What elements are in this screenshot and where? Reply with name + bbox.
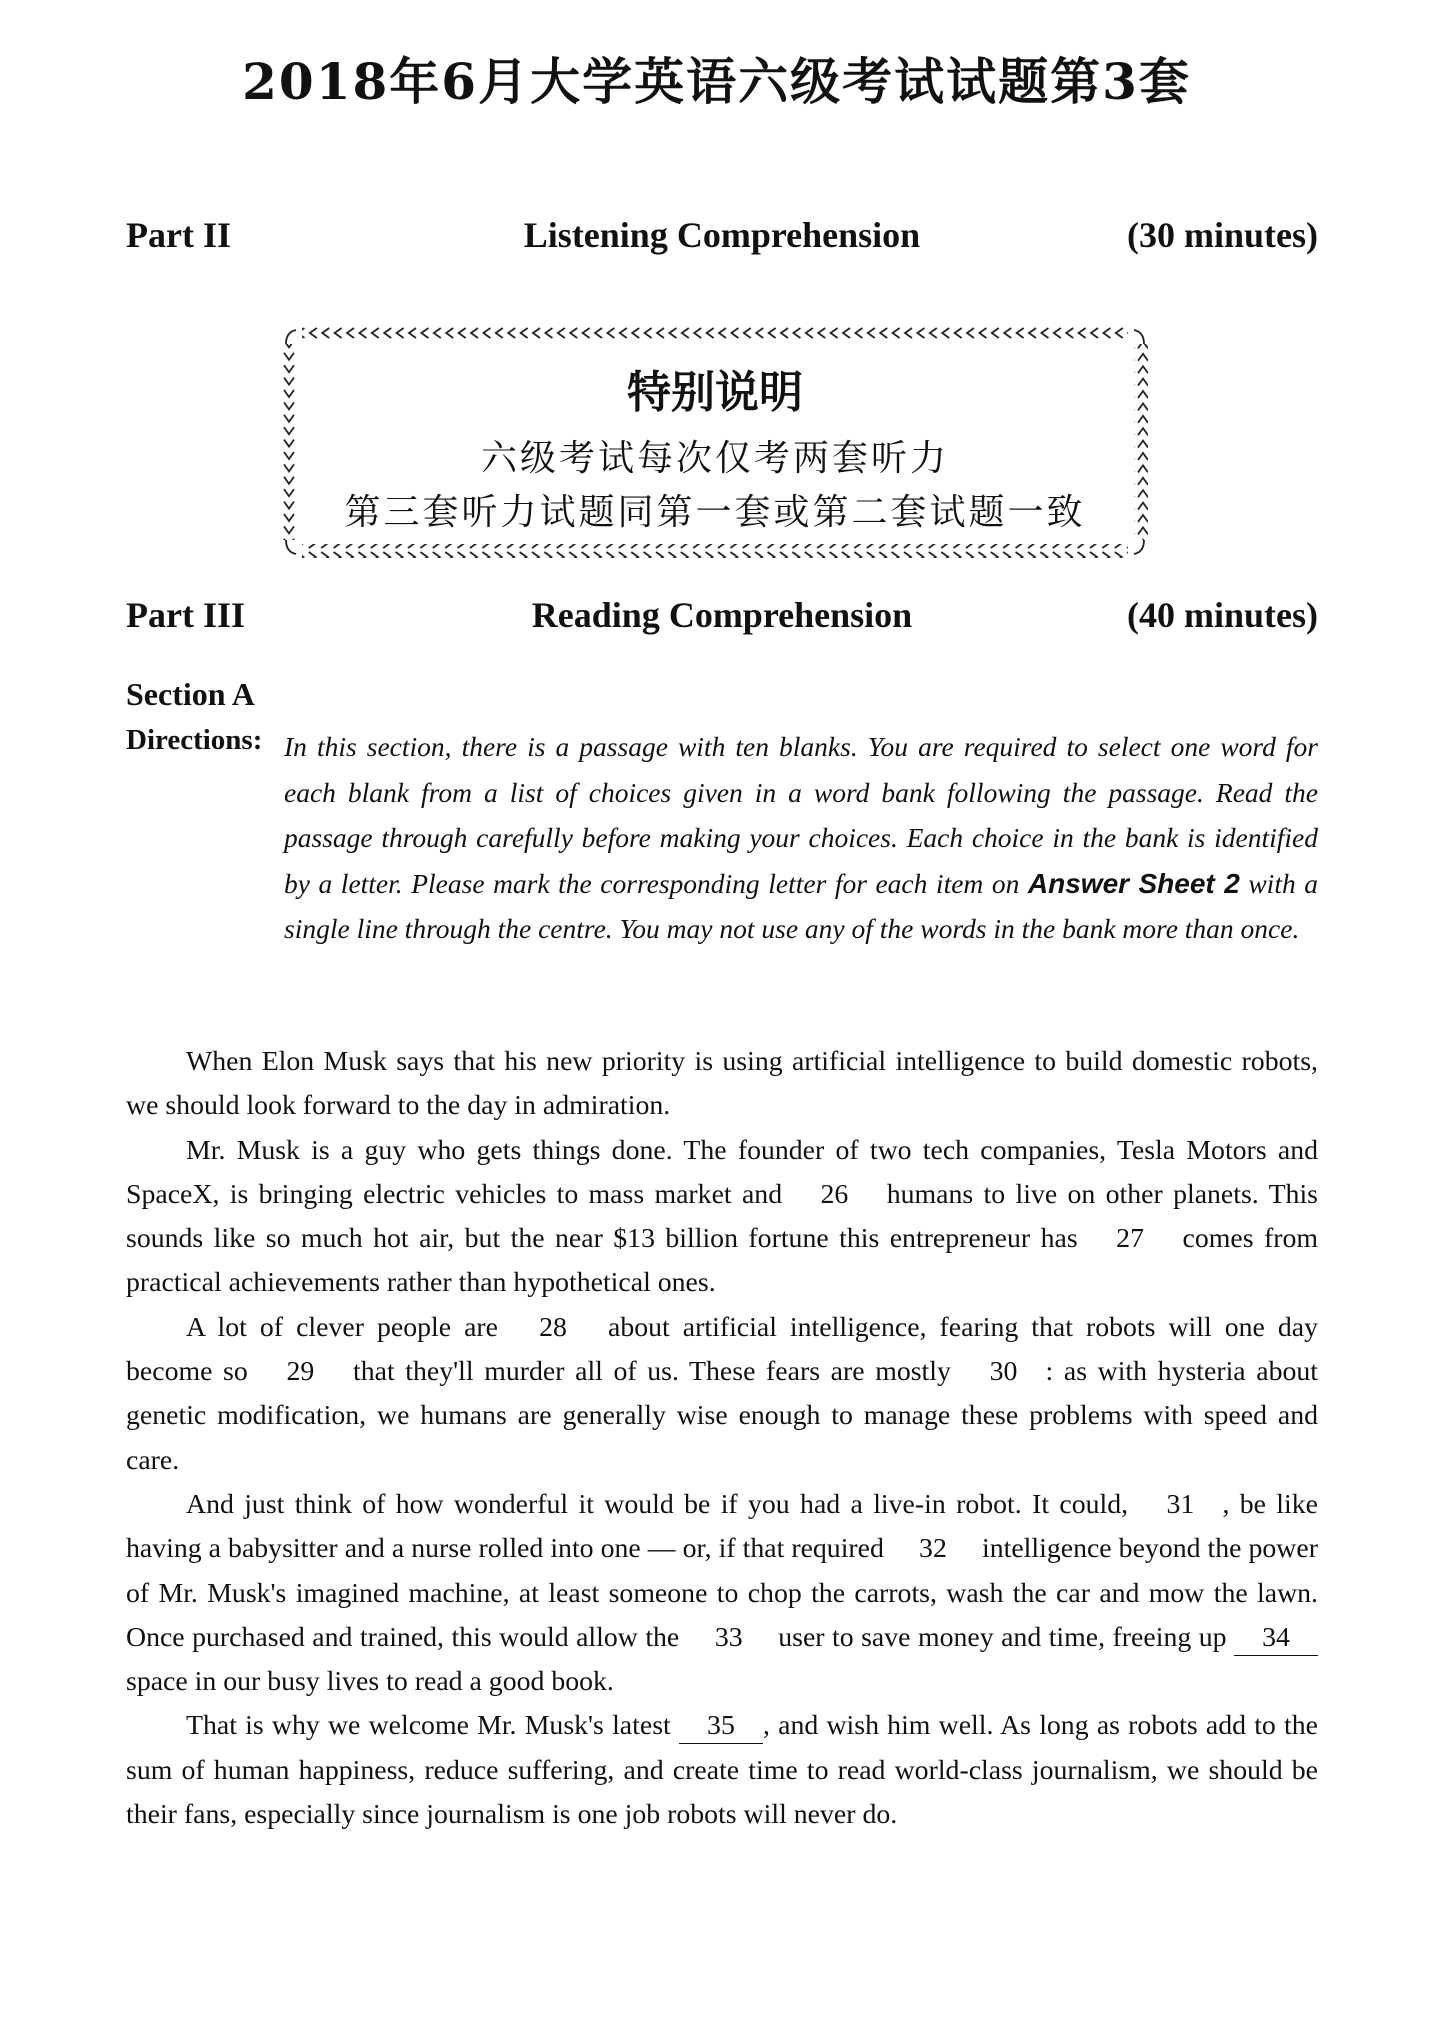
blank-32: 32	[919, 1533, 947, 1565]
text-segment: , be like having a babysitter and a nurse rolled into one — or, if that required	[126, 1488, 1318, 1565]
paragraph	[126, 1704, 1318, 1837]
blank-35: 35	[679, 1709, 763, 1744]
part-ii-header	[126, 214, 1318, 264]
section-heading: Section A	[126, 676, 255, 712]
part-label: Part II	[126, 215, 231, 255]
directions-text-part: In this section, there is a passage with ten blanks. You are required to select one word for each blank from a list of choices given in a word bank following the passage. Read the passage through carefully before making your choices. Each choice in the bank is identified by a letter. Please mark the corresponding letter for each item on	[284, 731, 1318, 899]
blank-30: 30	[989, 1356, 1018, 1388]
text-segment: that they'll murder all of us. These fears are mostly	[342, 1356, 962, 1388]
notice-title: 特别说明	[627, 367, 803, 418]
blank-31: 31	[1166, 1488, 1195, 1520]
paragraph	[126, 1483, 1318, 1704]
text-segment: intelligence beyond the power of Mr. Musk's imagined machine, at least someone to chop the carrots, wash the car and mow the lawn. Once purchased and trained, this would allow the	[126, 1533, 1318, 1653]
paragraph	[126, 1306, 1318, 1483]
text-segment: That is why we welcome Mr. Musk's latest	[186, 1710, 679, 1742]
part-name: Listening Comprehension	[523, 215, 921, 255]
paragraph-text: When Elon Musk says that his new priority is using artificial intelligence to build domestic robots, we should look forward to the day in admiration.	[126, 1046, 1318, 1122]
passage	[126, 1040, 1318, 1837]
blank-29: 29	[286, 1356, 315, 1388]
part-label: Part III	[126, 595, 245, 635]
part-iii-header	[126, 594, 1318, 644]
directions-text-part: with a single line through the centre. You may not use any of the words in the bank more than once.	[284, 867, 1319, 944]
text-segment: , and wish him well. As long as robots add to the sum of human happiness, reduce suffering, and create time to read world-class journalism, we should be their fans, especially since journalism is one job robots will never do.	[126, 1710, 1319, 1831]
text-segment: humans to live on other planets. This sounds like so much hot air, but the near $13 billion fortune this entrepreneur has	[126, 1178, 1318, 1255]
blank-26: 26	[820, 1178, 849, 1210]
blank-34: 34	[1234, 1621, 1318, 1656]
page-title: 2018年6月大学英语六级考试试题第3套	[242, 52, 1191, 111]
blank-33: 33	[714, 1621, 743, 1653]
text-segment: : as with hysteria about genetic modification, we humans are generally wise enough to manage these problems with speed and care.	[126, 1356, 1319, 1476]
text-segment: Mr. Musk is a guy who gets things done. The founder of two tech companies, Tesla Motors and SpaceX, is bringing electric vehicles to mass market and	[126, 1134, 1318, 1210]
text-segment: about artificial intelligence, fearing that robots will one day become so	[126, 1311, 1318, 1388]
paragraph	[126, 1129, 1318, 1306]
answer-sheet-name: Answer Sheet 2	[1027, 867, 1240, 899]
paragraph	[126, 1040, 1318, 1129]
notice-line: 六级考试每次仅考两套听力	[480, 438, 949, 479]
directions-text	[284, 724, 1318, 952]
text-segment: space in our busy lives to read a good book.	[126, 1666, 614, 1698]
special-notice-box	[282, 326, 1148, 558]
notice-line: 第三套听力试题同第一套或第二套试题一致	[344, 492, 1086, 533]
directions-label: Directions:	[126, 724, 263, 756]
part-time: (30 minutes)	[1127, 215, 1318, 255]
part-name: Reading Comprehension	[531, 595, 913, 635]
blank-28: 28	[539, 1311, 567, 1343]
part-time: (40 minutes)	[1127, 595, 1318, 635]
text-segment: A lot of clever people are	[186, 1311, 512, 1343]
text-segment: comes from practical achievements rather than hypothetical ones.	[126, 1223, 1318, 1299]
text-segment: And just think of how wonderful it would be if you had a live-in robot. It could,	[186, 1488, 1139, 1520]
blank-27: 27	[1116, 1223, 1144, 1255]
text-segment: user to save money and time, freeing up	[770, 1621, 1234, 1653]
